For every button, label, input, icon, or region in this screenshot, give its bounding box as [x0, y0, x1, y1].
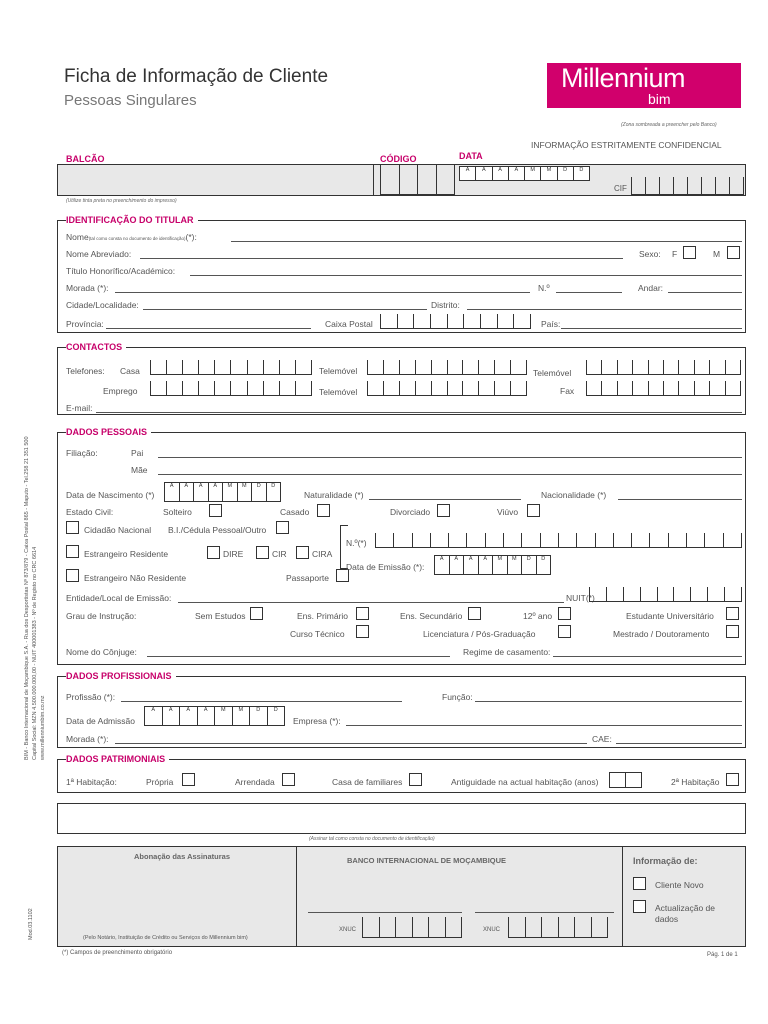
propria-checkbox[interactable] [182, 773, 195, 786]
residente-label: Estrangeiro Residente [84, 549, 169, 559]
data-label: DATA [459, 151, 483, 161]
tecnico-checkbox[interactable] [356, 625, 369, 638]
confidential-label: INFORMAÇÃO ESTRITAMENTE CONFIDENCIAL [531, 140, 722, 150]
emprego-label: Emprego [103, 386, 138, 396]
cir-checkbox[interactable] [256, 546, 269, 559]
mae-input[interactable] [158, 474, 742, 475]
cidadao-label: Cidadão Nacional [84, 525, 152, 535]
mestrado-label: Mestrado / Doutoramento [613, 629, 710, 639]
telemovel-2-cells[interactable] [586, 360, 741, 375]
sexo-m-checkbox[interactable] [727, 246, 740, 259]
email-label: E-mail: [66, 403, 93, 413]
actualizacao-label: Actualização de [655, 903, 716, 913]
conjuge-input[interactable] [147, 656, 450, 657]
bi-label: B.I./Cédula Pessoal/Outro [168, 525, 267, 535]
emprego-cells[interactable] [150, 381, 312, 396]
licenciatura-checkbox[interactable] [558, 625, 571, 638]
entidade-input[interactable] [178, 602, 564, 603]
data-date-cells[interactable]: A A A A M M D D [459, 166, 590, 181]
xnuc-1-label: XNUC [339, 927, 357, 933]
patrimoniais-header: DADOS PATRIMONIAIS [66, 754, 169, 764]
solteiro-checkbox[interactable] [209, 504, 222, 517]
abonacao-label: Abonação das Assinaturas [134, 852, 231, 861]
signature-note: (Assinar tal como consta no documento de identificação) [309, 836, 435, 842]
secundario-checkbox[interactable] [468, 607, 481, 620]
profissao-input[interactable] [121, 701, 402, 702]
cliente-novo-checkbox[interactable] [633, 877, 646, 890]
numero-label: N.º [538, 283, 550, 293]
universitario-label: Estudante Universitário [626, 611, 714, 621]
dire-label: DIRE [223, 549, 244, 559]
regime-input[interactable] [553, 656, 742, 657]
legal-line-1: BIM - Banco Internacional de Moçambique S.A. - Rua dos Desportistas Nº 873/879 - Caixa Postal 865 - Maputo - Tel.258 21 351 500 [24, 436, 30, 760]
cidade-label: Cidade/Localidade: [66, 300, 139, 310]
nuit-cells[interactable] [589, 587, 742, 602]
mae-label: Mãe [131, 465, 148, 475]
sexo-m-label: M [713, 249, 721, 259]
emissao-label: Data de Emissão (*): [346, 562, 425, 572]
cira-checkbox[interactable] [296, 546, 309, 559]
info-label: Informação de: [633, 856, 698, 866]
logo-name: Millennium [561, 63, 686, 93]
nome-input[interactable] [231, 241, 742, 242]
provincia-input[interactable] [106, 328, 311, 329]
bi-checkbox[interactable] [276, 521, 289, 534]
profissao-label: Profissão (*): [66, 692, 116, 702]
viuvo-label: Viúvo [497, 507, 519, 517]
provincia-label: Província: [66, 319, 104, 329]
morada-label: Morada (*): [66, 283, 109, 293]
passaporte-label: Passaporte [286, 573, 329, 583]
telemovel-3-label: Telemóvel [319, 387, 358, 397]
antiguidade-label: Antiguidade na actual habitação (anos) [451, 777, 599, 787]
licenciatura-label: Licenciatura / Pós-Graduação [423, 629, 536, 639]
nacionalidade-label: Nacionalidade (*) [541, 490, 607, 500]
identificacao-header: IDENTIFICAÇÃO DO TITULAR [66, 215, 198, 225]
model-code: Mod.03.1102 [28, 908, 34, 940]
prof-morada-input[interactable] [115, 743, 587, 744]
prof-morada-label: Morada (*): [66, 734, 109, 744]
codigo-cells[interactable] [380, 165, 455, 195]
sexo-label: Sexo: [639, 249, 661, 259]
cae-input[interactable] [616, 743, 742, 744]
cidade-input[interactable] [143, 309, 427, 310]
telemovel-1-cells[interactable] [367, 360, 527, 375]
estado-civil-label: Estado Civil: [66, 507, 114, 517]
nascimento-label: Data de Nascimento (*) [66, 490, 155, 500]
propria-label: Própria [146, 777, 174, 787]
sexo-f-checkbox[interactable] [683, 246, 696, 259]
cae-label: CAE: [592, 734, 612, 744]
primario-checkbox[interactable] [356, 607, 369, 620]
primario-label: Ens. Primário [297, 611, 349, 621]
telemovel-1-label: Telemóvel [319, 366, 358, 376]
funcao-label: Função: [442, 692, 473, 702]
regime-label: Regime de casamento: [463, 647, 551, 657]
xnuc-1-cells[interactable] [362, 917, 462, 938]
arrendada-label: Arrendada [235, 777, 275, 787]
cliente-novo-label: Cliente Novo [655, 880, 704, 890]
familiares-checkbox[interactable] [409, 773, 422, 786]
sem-estudos-checkbox[interactable] [250, 607, 263, 620]
ano12-label: 12º ano [523, 611, 553, 621]
divorciado-checkbox[interactable] [437, 504, 450, 517]
balcao-field[interactable] [63, 164, 374, 195]
antiguidade-cells[interactable] [609, 772, 642, 788]
patrimoniais-section [57, 754, 746, 793]
tecnico-label: Curso Técnico [290, 629, 345, 639]
nao-residente-label: Estrangeiro Não Residente [84, 573, 187, 583]
nome-abreviado-input[interactable] [140, 258, 623, 259]
dire-checkbox[interactable] [207, 546, 220, 559]
legal-line-3: www.millenniumbim.co.mz [40, 695, 46, 760]
admissao-label: Data de Admissão [66, 716, 135, 726]
familiares-label: Casa de familiares [332, 777, 403, 787]
solteiro-label: Solteiro [163, 507, 192, 517]
titulo-label: Título Honorífico/Académico: [66, 266, 176, 276]
divorciado-label: Divorciado [390, 507, 431, 517]
sem-estudos-label: Sem Estudos [195, 611, 246, 621]
shade-note: (Zona sombreada a preencher pelo Banco) [621, 122, 717, 128]
numero-input[interactable] [556, 292, 622, 293]
conjuge-label: Nome do Cônjuge: [66, 647, 137, 657]
codigo-label: CÓDIGO [380, 154, 417, 164]
casado-label: Casado [280, 507, 310, 517]
cif-cells[interactable] [631, 177, 744, 195]
dados-label: dados [655, 914, 679, 924]
ano12-checkbox[interactable] [558, 607, 571, 620]
xnuc-2-label: XNUC [483, 927, 501, 933]
hab2-label: 2ª Habitação [671, 777, 720, 787]
residente-checkbox[interactable] [66, 545, 79, 558]
pai-label: Pai [131, 448, 144, 458]
millennium-logo [547, 63, 741, 108]
viuvo-checkbox[interactable] [527, 504, 540, 517]
page-number: Pág. 1 de 1 [707, 952, 738, 958]
banco-label: BANCO INTERNACIONAL DE MOÇAMBIQUE [347, 856, 507, 865]
obrigatorio-note: (*) Campos de preenchimento obrigatório [62, 950, 173, 956]
casado-checkbox[interactable] [317, 504, 330, 517]
distrito-label: Distrito: [431, 300, 460, 310]
titulo-input[interactable] [190, 275, 742, 276]
telemovel-2-label: Telemóvel [533, 368, 572, 378]
nao-residente-checkbox[interactable] [66, 569, 79, 582]
signature-box[interactable] [57, 803, 746, 834]
empresa-input[interactable] [346, 725, 742, 726]
casa-label: Casa [120, 366, 140, 376]
page-title: Ficha de Informação de Cliente [64, 66, 329, 87]
sexo-f-label: F [672, 249, 678, 259]
cidadao-checkbox[interactable] [66, 521, 79, 534]
empresa-label: Empresa (*): [293, 716, 341, 726]
doc-numero-label: N.º(*) [346, 538, 367, 548]
pai-input[interactable] [158, 457, 742, 458]
page-subtitle: Pessoas Singulares [64, 92, 197, 109]
notario-label: (Pelo Notário, Instituição de Crédito ou Serviços do Millennium bim) [83, 935, 248, 941]
nuit-label: NUIT(*) [566, 593, 595, 603]
secundario-label: Ens. Secundário [400, 611, 463, 621]
andar-input[interactable] [668, 292, 742, 293]
pais-label: País: [541, 319, 561, 329]
universitario-checkbox[interactable] [726, 607, 739, 620]
pais-input[interactable] [561, 328, 742, 329]
andar-label: Andar: [638, 283, 664, 293]
telefones-label: Telefones: [66, 366, 105, 376]
cir-label: CIR [272, 549, 287, 559]
cif-label: CIF [614, 184, 627, 193]
naturalidade-label: Naturalidade (*) [304, 490, 364, 500]
funcao-input[interactable] [475, 701, 742, 702]
cira-label: CIRA [312, 549, 333, 559]
actualizacao-checkbox[interactable] [633, 900, 646, 913]
nacionalidade-input[interactable] [618, 499, 742, 500]
telemovel-3-cells[interactable] [367, 381, 527, 396]
contactos-header: CONTACTOS [66, 342, 126, 352]
emissao-date-cells[interactable]: A A A A M M D D [434, 555, 551, 575]
pessoais-header: DADOS PESSOAIS [66, 427, 151, 437]
distrito-input[interactable] [467, 309, 742, 310]
fax-label: Fax [560, 386, 575, 396]
nascimento-date-cells[interactable]: A A A A M M D D [164, 482, 281, 502]
balcao-label: BALCÃO [66, 154, 105, 164]
admissao-date-cells[interactable]: A A A A M M D D [144, 706, 285, 726]
casa-cells[interactable] [150, 360, 312, 375]
filiacao-label: Filiação: [66, 448, 98, 458]
legal-line-2: Capital Social: MZN 4.500.000.000,00 - NUIT 400001383 - Nº de Registo no CRC 6614 [32, 546, 38, 760]
caixa-postal-cells[interactable] [380, 314, 531, 329]
arrendada-checkbox[interactable] [282, 773, 295, 786]
entidade-label: Entidade/Local de Emissão: [66, 593, 172, 603]
hab1-label: 1ª Habitação: [66, 777, 117, 787]
grau-label: Grau de Instrução: [66, 611, 137, 621]
naturalidade-input[interactable] [369, 499, 521, 500]
nome-label: Nome(tal como consta no documento de identificação)(*): [66, 232, 197, 242]
mestrado-checkbox[interactable] [726, 625, 739, 638]
ink-note: (Utilize tinta preta no preenchimento do impresso) [66, 198, 177, 204]
fax-cells[interactable] [586, 381, 741, 396]
nome-abreviado-label: Nome Abreviado: [66, 249, 132, 259]
xnuc-2-cells[interactable] [508, 917, 608, 938]
morada-input[interactable] [115, 292, 530, 293]
profissionais-header: DADOS PROFISSIONAIS [66, 671, 176, 681]
hab2-checkbox[interactable] [726, 773, 739, 786]
email-input[interactable] [96, 412, 742, 413]
doc-numero-cells[interactable] [375, 533, 742, 548]
logo-sub: bim [648, 91, 671, 107]
caixa-postal-label: Caixa Postal [325, 319, 373, 329]
